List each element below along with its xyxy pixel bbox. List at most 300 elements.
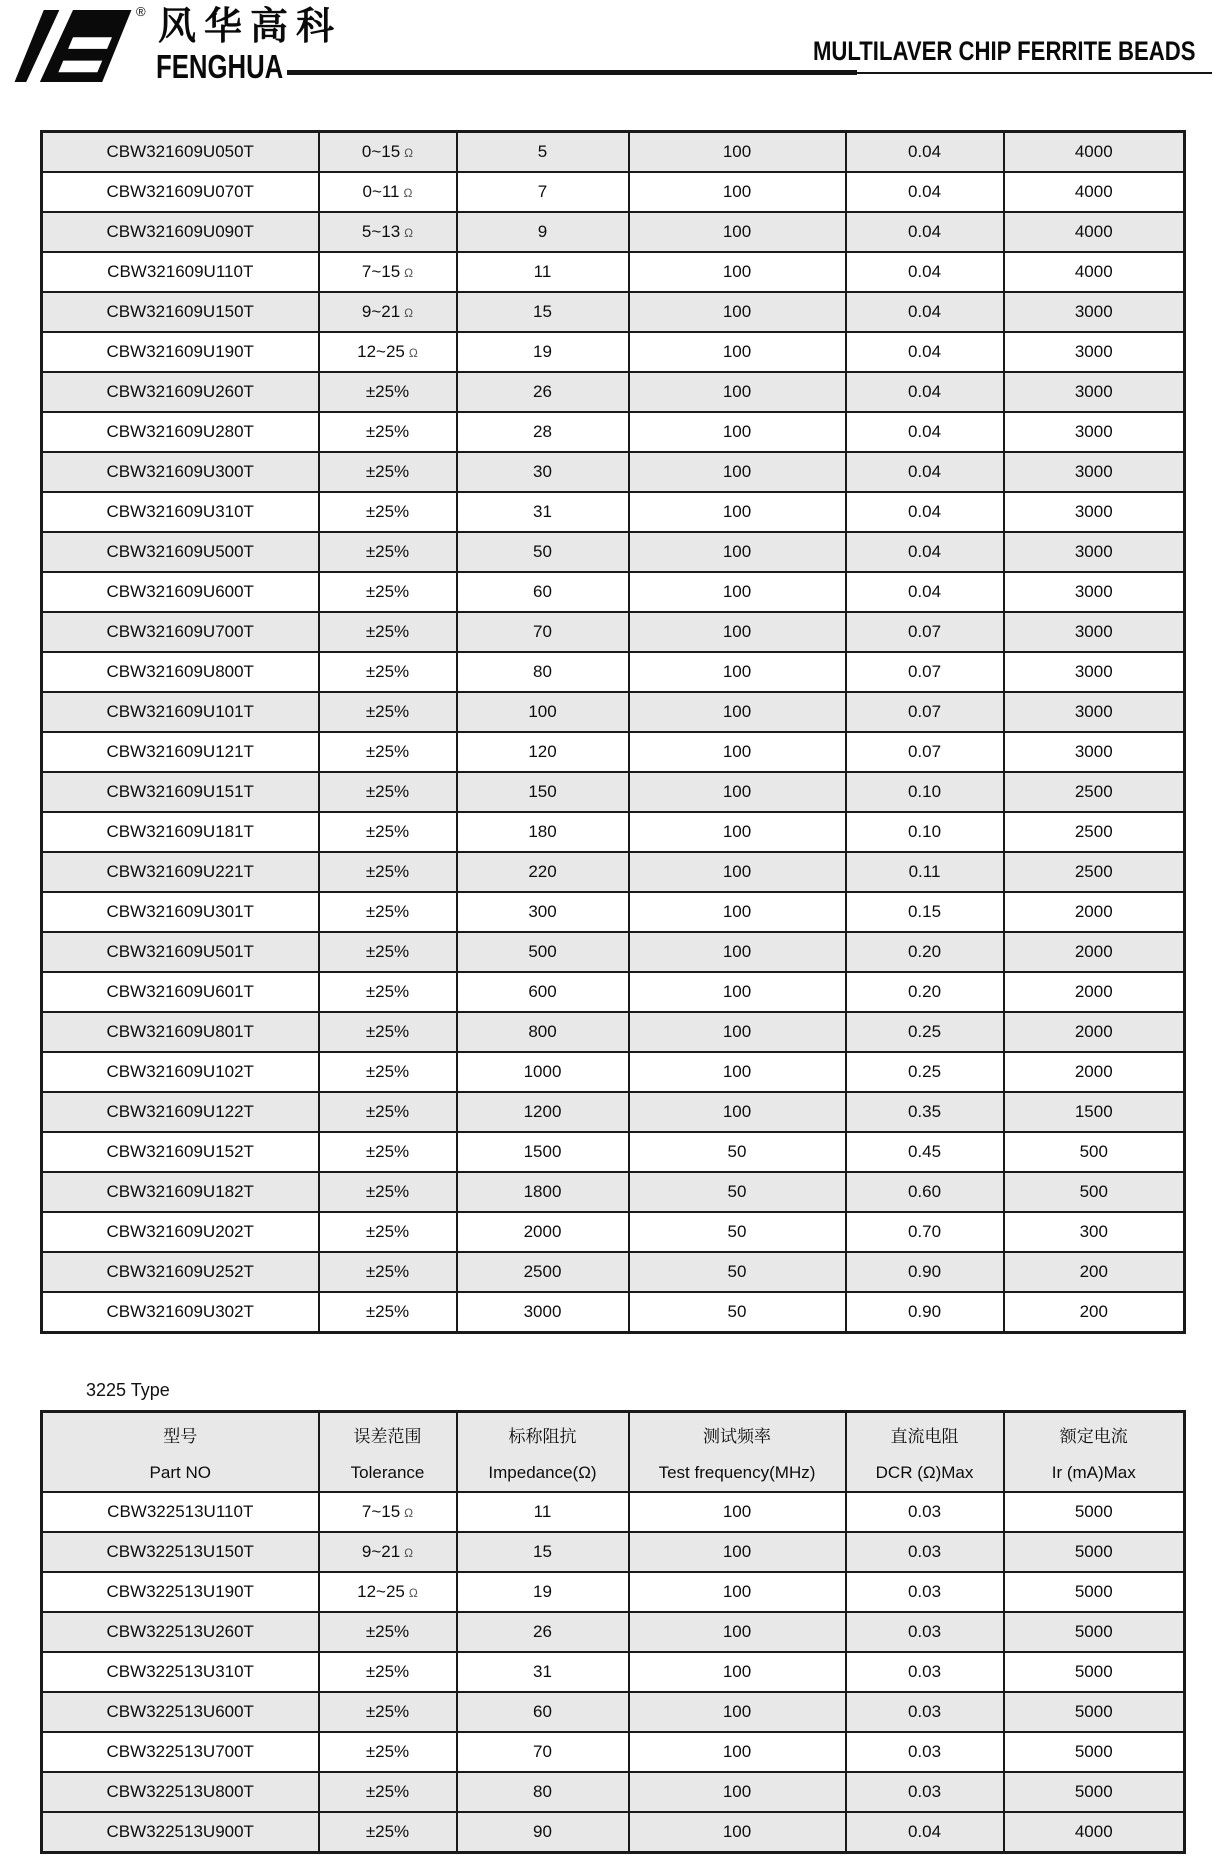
part-no-cell: CBW321609U301T (42, 892, 319, 932)
test-frequency-cell: 100 (629, 612, 846, 652)
tolerance-cell (319, 1732, 457, 1772)
impedance-cell: 60 (457, 1692, 629, 1732)
table-row (42, 812, 1185, 852)
table-row (42, 732, 1185, 772)
part-no-cell: CBW322513U600T (42, 1692, 319, 1732)
ferrite-beads-table-3216 (40, 130, 1186, 1334)
tolerance-value: ±25% (365, 1262, 410, 1281)
part-no-cell: CBW321609U152T (42, 1132, 319, 1172)
table-row (42, 1172, 1185, 1212)
dcr-cell: 0.04 (846, 532, 1004, 572)
impedance-cell: 15 (457, 292, 629, 332)
test-frequency-cell: 100 (629, 1492, 846, 1532)
impedance-cell: 300 (457, 892, 629, 932)
part-no-cell: CBW321609U090T (42, 212, 319, 252)
table-row (42, 852, 1185, 892)
dcr-cell: 0.20 (846, 972, 1004, 1012)
rated-current-cell: 200 (1004, 1292, 1185, 1333)
dcr-cell: 0.90 (846, 1292, 1004, 1333)
dcr-cell: 0.25 (846, 1012, 1004, 1052)
part-no-cell: CBW322513U310T (42, 1652, 319, 1692)
test-frequency-cell: 100 (629, 1772, 846, 1812)
dcr-cell: 0.03 (846, 1572, 1004, 1612)
table-row (42, 1092, 1185, 1132)
brand-name-chinese: 风华高科 (158, 6, 343, 48)
table-row (42, 1612, 1185, 1652)
tolerance-value: ±25% (365, 542, 410, 561)
rated-current-cell: 4000 (1004, 132, 1185, 173)
dcr-cell: 0.04 (846, 332, 1004, 372)
tolerance-value: ±25% (365, 1302, 410, 1321)
tolerance-cell (319, 172, 457, 212)
rated-current-cell: 4000 (1004, 1812, 1185, 1853)
dcr-cell: 0.04 (846, 172, 1004, 212)
dcr-cell: 0.70 (846, 1212, 1004, 1252)
tolerance-value: 7~15 (361, 1502, 401, 1521)
impedance-cell: 31 (457, 492, 629, 532)
tolerance-value: ±25% (365, 1222, 410, 1241)
column-header-tolerance (319, 1412, 457, 1493)
column-header-cn: 额定电流 (1059, 1426, 1128, 1446)
part-no-cell: CBW322513U150T (42, 1532, 319, 1572)
part-no-cell: CBW321609U150T (42, 292, 319, 332)
test-frequency-cell: 100 (629, 1052, 846, 1092)
table-row (42, 1652, 1185, 1692)
part-no-cell: CBW322513U800T (42, 1772, 319, 1812)
dcr-cell: 0.04 (846, 412, 1004, 452)
tolerance-cell (319, 932, 457, 972)
tolerance-value: ±25% (365, 462, 410, 481)
tolerance-value: ±25% (365, 782, 410, 801)
table-row (42, 1012, 1185, 1052)
brand-name-english: FENGHUA (156, 48, 284, 85)
ohm-unit: Ω (404, 146, 414, 160)
test-frequency-cell: 100 (629, 732, 846, 772)
tolerance-value: ±25% (365, 942, 410, 961)
part-no-cell: CBW322513U190T (42, 1572, 319, 1612)
rated-current-cell: 5000 (1004, 1492, 1185, 1532)
test-frequency-cell: 100 (629, 172, 846, 212)
column-header-en: Impedance(Ω) (488, 1462, 597, 1482)
dcr-cell: 0.90 (846, 1252, 1004, 1292)
impedance-cell: 26 (457, 1612, 629, 1652)
impedance-cell: 26 (457, 372, 629, 412)
dcr-cell: 0.04 (846, 292, 1004, 332)
page-header (0, 0, 1216, 92)
part-no-cell: CBW322513U110T (42, 1492, 319, 1532)
part-no-cell: CBW321609U600T (42, 572, 319, 612)
impedance-cell: 11 (457, 252, 629, 292)
impedance-cell: 1800 (457, 1172, 629, 1212)
ohm-unit: Ω (408, 1586, 418, 1600)
dcr-cell: 0.03 (846, 1492, 1004, 1532)
dcr-cell: 0.10 (846, 812, 1004, 852)
tolerance-value: ±25% (365, 742, 410, 761)
tolerance-value: ±25% (365, 822, 410, 841)
column-header-rated-current (1004, 1412, 1185, 1493)
test-frequency-cell: 100 (629, 492, 846, 532)
tolerance-value: ±25% (365, 902, 410, 921)
dcr-cell: 0.04 (846, 252, 1004, 292)
table-row (42, 1132, 1185, 1172)
test-frequency-cell: 100 (629, 532, 846, 572)
tolerance-cell (319, 332, 457, 372)
table-row (42, 1052, 1185, 1092)
table-row (42, 1732, 1185, 1772)
tolerance-cell (319, 1812, 457, 1853)
header-divider-thin (857, 72, 1212, 74)
rated-current-cell: 3000 (1004, 532, 1185, 572)
table-row (42, 972, 1185, 1012)
tolerance-value: 0~11 (362, 182, 400, 201)
impedance-cell: 19 (457, 1572, 629, 1612)
column-header-en: Test frequency(MHz) (658, 1462, 816, 1482)
column-header-cn: 误差范围 (353, 1426, 422, 1446)
test-frequency-cell: 100 (629, 452, 846, 492)
rated-current-cell: 2000 (1004, 972, 1185, 1012)
impedance-cell: 180 (457, 812, 629, 852)
table-row (42, 132, 1185, 173)
table-row (42, 1292, 1185, 1333)
tolerance-cell (319, 252, 457, 292)
ohm-unit: Ω (404, 306, 414, 320)
tolerance-cell (319, 292, 457, 332)
column-header-impedance (457, 1412, 629, 1493)
table-row (42, 332, 1185, 372)
rated-current-cell: 2500 (1004, 852, 1185, 892)
rated-current-cell: 5000 (1004, 1692, 1185, 1732)
rated-current-cell: 5000 (1004, 1652, 1185, 1692)
impedance-cell: 90 (457, 1812, 629, 1853)
table-row (42, 692, 1185, 732)
ohm-unit: Ω (404, 226, 414, 240)
part-no-cell: CBW322513U900T (42, 1812, 319, 1853)
test-frequency-cell: 100 (629, 852, 846, 892)
table-row (42, 532, 1185, 572)
impedance-cell: 2000 (457, 1212, 629, 1252)
tolerance-cell (319, 812, 457, 852)
test-frequency-cell: 100 (629, 812, 846, 852)
tolerance-value: ±25% (365, 982, 410, 1001)
test-frequency-cell: 100 (629, 412, 846, 452)
rated-current-cell: 2000 (1004, 932, 1185, 972)
tolerance-value: ±25% (365, 1022, 410, 1041)
tolerance-value: ±25% (365, 622, 410, 641)
impedance-cell: 28 (457, 412, 629, 452)
ohm-unit: Ω (404, 266, 414, 280)
rated-current-cell: 3000 (1004, 332, 1185, 372)
tolerance-value: 12~25 (357, 342, 405, 361)
test-frequency-cell: 100 (629, 1532, 846, 1572)
column-header-cn: 测试频率 (703, 1426, 771, 1446)
rated-current-cell: 5000 (1004, 1572, 1185, 1612)
rated-current-cell: 3000 (1004, 692, 1185, 732)
rated-current-cell: 2500 (1004, 772, 1185, 812)
tolerance-value: ±25% (365, 1182, 410, 1201)
ohm-unit: Ω (408, 346, 418, 360)
part-no-cell: CBW321609U601T (42, 972, 319, 1012)
rated-current-cell: 3000 (1004, 452, 1185, 492)
table-row (42, 772, 1185, 812)
rated-current-cell: 3000 (1004, 612, 1185, 652)
dcr-cell: 0.04 (846, 492, 1004, 532)
tolerance-cell (319, 1652, 457, 1692)
rated-current-cell: 3000 (1004, 412, 1185, 452)
part-no-cell: CBW321609U050T (42, 132, 319, 173)
dcr-cell: 0.25 (846, 1052, 1004, 1092)
tolerance-cell (319, 132, 457, 173)
impedance-cell: 30 (457, 452, 629, 492)
table-row (42, 292, 1185, 332)
dcr-cell: 0.04 (846, 212, 1004, 252)
dcr-cell: 0.03 (846, 1532, 1004, 1572)
tolerance-cell (319, 1132, 457, 1172)
column-header-en: DCR (Ω)Max (875, 1462, 974, 1482)
part-no-cell: CBW321609U181T (42, 812, 319, 852)
table-row (42, 372, 1185, 412)
test-frequency-cell: 50 (629, 1252, 846, 1292)
dcr-cell: 0.07 (846, 692, 1004, 732)
part-no-cell: CBW321609U500T (42, 532, 319, 572)
column-header-part-no (42, 1412, 319, 1493)
test-frequency-cell: 100 (629, 932, 846, 972)
tolerance-cell (319, 1052, 457, 1092)
tolerance-value: ±25% (365, 1622, 410, 1641)
dcr-cell: 0.10 (846, 772, 1004, 812)
test-frequency-cell: 100 (629, 772, 846, 812)
tolerance-value: ±25% (365, 1102, 410, 1121)
table2-body (42, 1492, 1185, 1853)
header-divider-thick (287, 70, 857, 75)
impedance-cell: 100 (457, 692, 629, 732)
rated-current-cell: 2000 (1004, 1052, 1185, 1092)
header-divider (287, 70, 1212, 75)
tolerance-cell (319, 1532, 457, 1572)
tolerance-value: ±25% (365, 1062, 410, 1081)
part-no-cell: CBW321609U501T (42, 932, 319, 972)
dcr-cell: 0.03 (846, 1692, 1004, 1732)
impedance-cell: 60 (457, 572, 629, 612)
dcr-cell: 0.03 (846, 1732, 1004, 1772)
tolerance-cell (319, 1492, 457, 1532)
part-no-cell: CBW321609U121T (42, 732, 319, 772)
impedance-cell: 3000 (457, 1292, 629, 1333)
impedance-cell: 600 (457, 972, 629, 1012)
table-row (42, 652, 1185, 692)
rated-current-cell: 2500 (1004, 812, 1185, 852)
dcr-cell: 0.07 (846, 612, 1004, 652)
test-frequency-cell: 50 (629, 1172, 846, 1212)
tolerance-value: ±25% (365, 382, 410, 401)
dcr-cell: 0.04 (846, 452, 1004, 492)
table-row (42, 1772, 1185, 1812)
impedance-cell: 7 (457, 172, 629, 212)
part-no-cell: CBW321609U310T (42, 492, 319, 532)
impedance-cell: 1200 (457, 1092, 629, 1132)
part-no-cell: CBW321609U800T (42, 652, 319, 692)
tolerance-cell (319, 492, 457, 532)
rated-current-cell: 200 (1004, 1252, 1185, 1292)
ohm-unit: Ω (404, 1506, 414, 1520)
dcr-cell: 0.03 (846, 1652, 1004, 1692)
impedance-cell: 220 (457, 852, 629, 892)
rated-current-cell: 500 (1004, 1172, 1185, 1212)
tolerance-value: ±25% (365, 702, 410, 721)
test-frequency-cell: 100 (629, 972, 846, 1012)
tolerance-value: 5~13 (361, 222, 401, 241)
part-no-cell: CBW322513U700T (42, 1732, 319, 1772)
impedance-cell: 80 (457, 1772, 629, 1812)
rated-current-cell: 3000 (1004, 372, 1185, 412)
table-row (42, 932, 1185, 972)
column-header-dcr (846, 1412, 1004, 1493)
impedance-cell: 120 (457, 732, 629, 772)
rated-current-cell: 5000 (1004, 1612, 1185, 1652)
tolerance-cell (319, 772, 457, 812)
tolerance-cell (319, 1172, 457, 1212)
section-label-3225-type: 3225 Type (86, 1380, 170, 1400)
tolerance-cell (319, 212, 457, 252)
table-row (42, 252, 1185, 292)
impedance-cell: 500 (457, 932, 629, 972)
fenghua-logo-icon (14, 8, 132, 84)
column-header-en: Tolerance (350, 1462, 425, 1482)
rated-current-cell: 3000 (1004, 732, 1185, 772)
rated-current-cell: 300 (1004, 1212, 1185, 1252)
test-frequency-cell: 100 (629, 1612, 846, 1652)
table-row (42, 452, 1185, 492)
impedance-cell: 70 (457, 612, 629, 652)
test-frequency-cell: 100 (629, 252, 846, 292)
part-no-cell: CBW321609U252T (42, 1252, 319, 1292)
tolerance-value: ±25% (365, 1142, 410, 1161)
dcr-cell: 0.11 (846, 852, 1004, 892)
table-row (42, 892, 1185, 932)
table-row (42, 1812, 1185, 1853)
table-row (42, 1492, 1185, 1532)
test-frequency-cell: 100 (629, 212, 846, 252)
tolerance-cell (319, 572, 457, 612)
registered-trademark-icon: ® (136, 4, 146, 19)
ohm-unit: Ω (404, 1546, 414, 1560)
table-row (42, 1252, 1185, 1292)
part-no-cell: CBW321609U221T (42, 852, 319, 892)
rated-current-cell: 5000 (1004, 1732, 1185, 1772)
test-frequency-cell: 100 (629, 1012, 846, 1052)
tolerance-value: ±25% (365, 582, 410, 601)
column-header-cn: 直流电阻 (890, 1426, 959, 1446)
dcr-cell: 0.07 (846, 652, 1004, 692)
part-no-cell: CBW321609U101T (42, 692, 319, 732)
part-no-cell: CBW321609U182T (42, 1172, 319, 1212)
tolerance-value: ±25% (365, 862, 410, 881)
test-frequency-cell: 50 (629, 1292, 846, 1333)
part-no-cell: CBW321609U280T (42, 412, 319, 452)
rated-current-cell: 3000 (1004, 572, 1185, 612)
tolerance-cell (319, 692, 457, 732)
impedance-cell: 70 (457, 1732, 629, 1772)
test-frequency-cell: 100 (629, 1572, 846, 1612)
part-no-cell: CBW321609U260T (42, 372, 319, 412)
tolerance-cell (319, 1092, 457, 1132)
tolerance-cell (319, 892, 457, 932)
dcr-cell: 0.04 (846, 572, 1004, 612)
tolerance-cell (319, 972, 457, 1012)
column-header-en: Part NO (149, 1462, 211, 1482)
tolerance-value: ±25% (365, 422, 410, 441)
test-frequency-cell: 100 (629, 572, 846, 612)
rated-current-cell: 3000 (1004, 292, 1185, 332)
tolerance-cell (319, 732, 457, 772)
part-no-cell: CBW322513U260T (42, 1612, 319, 1652)
impedance-cell: 800 (457, 1012, 629, 1052)
test-frequency-cell: 100 (629, 652, 846, 692)
tolerance-value: 12~25 (357, 1582, 405, 1601)
table-row (42, 1532, 1185, 1572)
table-row (42, 172, 1185, 212)
impedance-cell: 150 (457, 772, 629, 812)
test-frequency-cell: 100 (629, 1652, 846, 1692)
test-frequency-cell: 100 (629, 1812, 846, 1853)
tolerance-value: 9~21 (361, 302, 401, 321)
test-frequency-cell: 100 (629, 372, 846, 412)
dcr-cell: 0.35 (846, 1092, 1004, 1132)
rated-current-cell: 4000 (1004, 252, 1185, 292)
tolerance-value: ±25% (365, 1822, 410, 1841)
test-frequency-cell: 100 (629, 132, 846, 173)
rated-current-cell: 3000 (1004, 492, 1185, 532)
test-frequency-cell: 50 (629, 1212, 846, 1252)
table2-header (42, 1412, 1185, 1493)
table-row (42, 412, 1185, 452)
ohm-unit: Ω (403, 186, 413, 200)
table-header-row (42, 1412, 1185, 1493)
part-no-cell: CBW321609U122T (42, 1092, 319, 1132)
dcr-cell: 0.03 (846, 1772, 1004, 1812)
dcr-cell: 0.07 (846, 732, 1004, 772)
table-row (42, 492, 1185, 532)
tolerance-cell (319, 1212, 457, 1252)
tolerance-cell (319, 372, 457, 412)
dcr-cell: 0.20 (846, 932, 1004, 972)
test-frequency-cell: 50 (629, 1132, 846, 1172)
part-no-cell: CBW321609U151T (42, 772, 319, 812)
tolerance-cell (319, 612, 457, 652)
impedance-cell: 15 (457, 1532, 629, 1572)
dcr-cell: 0.45 (846, 1132, 1004, 1172)
rated-current-cell: 4000 (1004, 212, 1185, 252)
tolerance-value: ±25% (365, 1782, 410, 1801)
tolerance-value: 9~21 (361, 1542, 401, 1561)
part-no-cell: CBW321609U700T (42, 612, 319, 652)
column-header-cn: 标称阻抗 (508, 1426, 577, 1446)
part-no-cell: CBW321609U102T (42, 1052, 319, 1092)
part-no-cell: CBW321609U190T (42, 332, 319, 372)
tolerance-cell (319, 652, 457, 692)
dcr-cell: 0.15 (846, 892, 1004, 932)
test-frequency-cell: 100 (629, 292, 846, 332)
tolerance-cell (319, 1292, 457, 1333)
tolerance-value: 7~15 (361, 262, 401, 281)
impedance-cell: 31 (457, 1652, 629, 1692)
test-frequency-cell: 100 (629, 1692, 846, 1732)
dcr-cell: 0.60 (846, 1172, 1004, 1212)
tolerance-value: 0~15 (361, 142, 401, 161)
tolerance-value: ±25% (365, 502, 410, 521)
tolerance-cell (319, 532, 457, 572)
page-title: MULTILAVER CHIP FERRITE BEADS (813, 36, 1196, 66)
part-no-cell: CBW321609U302T (42, 1292, 319, 1333)
